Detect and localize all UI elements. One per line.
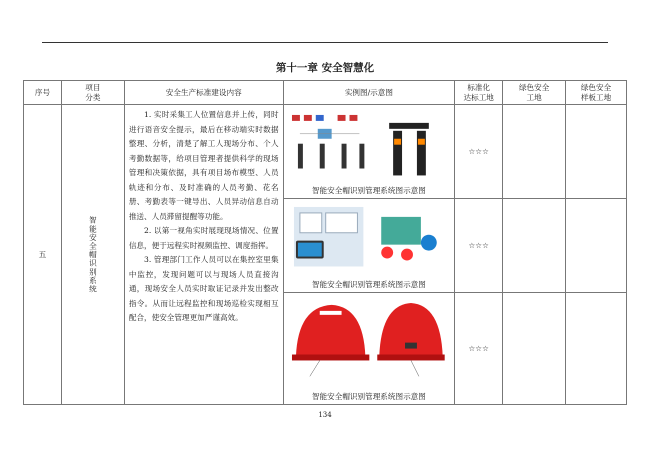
rating-sample	[566, 199, 627, 293]
standards-table	[23, 80, 627, 405]
rating-standard: ☆☆☆	[455, 105, 503, 199]
example-image-2	[283, 199, 455, 293]
header-standard-site: 标准化 达标工地	[455, 81, 503, 105]
header-green-site: 绿色安全 工地	[503, 81, 566, 105]
rating-green	[503, 199, 566, 293]
rating-green	[503, 105, 566, 199]
example-image-3	[283, 293, 455, 405]
header-sample-site: 绿色安全 样板工地	[566, 81, 627, 105]
rating-standard: ☆☆☆	[455, 293, 503, 405]
rating-green	[503, 293, 566, 405]
example-image-1	[283, 105, 455, 199]
chapter-title: 第十一章 安全智慧化	[275, 62, 375, 74]
header-image: 实例图/示意图	[283, 81, 455, 105]
rating-sample	[566, 293, 627, 405]
smart-helmet-illustration	[290, 297, 449, 386]
app-screens-illustration	[290, 203, 449, 277]
row-number: 五	[24, 105, 62, 405]
image-caption: 智能安全帽识别管理系统图示意图	[311, 280, 426, 289]
header-category	[61, 81, 124, 105]
image-caption: 智能安全帽识别管理系统图示意图	[311, 392, 426, 401]
rating-standard: ☆☆☆	[455, 199, 503, 293]
header-number: 序号	[24, 81, 62, 105]
row-content: 1. 实时采集工人位置信息并上传，同时进行语音安全提示，最后在移动端实时数据整理、分析，清楚了解工人现场分布、个人考勤数据等，给项目管理者提供科学的现场管理和决策依据，具有项目场布模型、人员轨迹和分布、及时准确的人员考勤、花名册、考勤表等一键导出、人员异动信息自动推送、人员滞留提醒等功能。 2. 以第一视角实时展现现场情况、位置信息，便于远程实时视频监控、调度指挥。 3. 管理部门工作人员可以在集控室里集中监控，发现问题可以与现场人员直接沟通，现场安全人员实时取证记录并发出整改指令。从而让远程监控和现场巡检实现相互配合，使安全管理更加严谨高效。	[124, 105, 283, 405]
header-rule	[42, 42, 608, 43]
gate-system-illustration	[290, 109, 449, 183]
rating-sample	[566, 105, 627, 199]
header-content: 安全生产标准建设内容	[124, 81, 283, 105]
page-number: 134	[318, 411, 332, 419]
row-category: 智能安全帽识别系统	[61, 105, 124, 405]
table-row	[24, 105, 627, 199]
header-category-label: 项目分类	[85, 82, 101, 102]
image-caption: 智能安全帽识别管理系统图示意图	[311, 186, 426, 195]
table-header-row	[24, 81, 627, 105]
